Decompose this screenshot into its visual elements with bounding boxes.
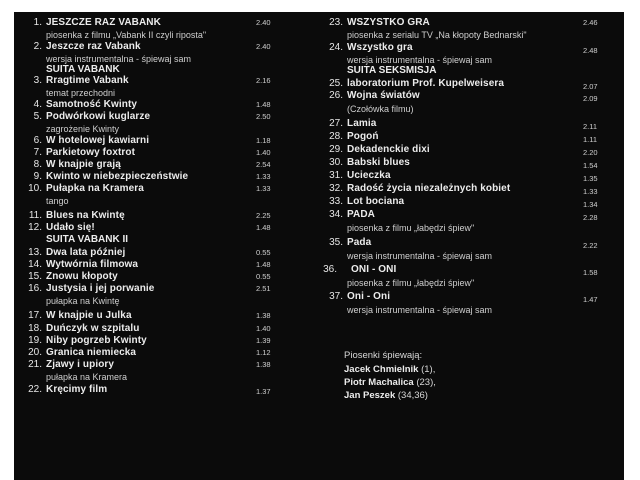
track-title: JESZCZE RAZ VABANK [46,17,161,28]
track-number: 23. [329,17,343,28]
track-title: Ucieczka [347,170,391,181]
suite-heading: SUITA SEKSMISJA [347,65,437,76]
track-title: PADA [347,209,375,220]
track-number: 5. [33,111,42,122]
track-duration: 1.47 [583,295,598,304]
track-number: 8. [33,159,42,170]
track-number: 15. [28,271,42,282]
track-title: Pułapka na Kramera [46,183,144,194]
track-note: pułapka na Kramera [46,372,128,382]
track-duration: 2.25 [256,211,271,220]
track-number: 6. [33,135,42,146]
track-title: Dwa lata później [46,247,126,258]
track-number: 31. [329,170,343,181]
track-note: tango [46,196,69,206]
track-title: W knajpie u Julka [46,310,132,321]
track-duration: 1.48 [256,260,271,269]
track-duration: 2.16 [256,76,271,85]
singer-line [344,377,436,389]
track-note: (Czołówka filmu) [347,104,414,114]
track-duration: 1.48 [256,223,271,232]
track-number: 34. [329,209,343,220]
track-note: zagrożenie Kwinty [46,124,120,134]
track-duration: 2.46 [583,18,598,27]
track-title: Pogoń [347,131,379,142]
singer-name: Jacek Chmielnik [344,364,419,375]
track-title: Kręcimy film [46,384,108,395]
track-note: pułapka na Kwintę [46,296,120,306]
track-duration: 1.38 [256,311,271,320]
track-note: wersja instrumentalna - śpiewaj sam [347,55,493,65]
right-frame [624,0,640,480]
track-duration: 1.58 [583,268,598,277]
track-duration: 1.33 [256,184,271,193]
track-number: 30. [329,157,343,168]
track-number: 16. [28,283,42,294]
track-duration: 1.40 [256,148,271,157]
track-duration: 0.55 [256,248,271,257]
track-note: piosenka z filmu „Vabank II czyli riposta" [46,30,207,40]
track-title: Zjawy i upiory [46,359,115,370]
track-duration: 1.11 [583,135,598,144]
track-duration: 2.11 [583,122,598,131]
track-number: 35. [329,237,343,248]
track-duration: 1.37 [256,387,271,396]
track-title: Justysia i jej porwanie [46,283,155,294]
track-duration: 2.22 [583,241,598,250]
track-note: wersja instrumentalna - śpiewaj sam [347,305,493,315]
track-number: 27. [329,118,343,129]
singer-tracks: (23), [416,377,436,388]
track-number: 33. [329,196,343,207]
track-title: Wojna światów [347,90,420,101]
track-number: 19. [28,335,42,346]
track-number: 10. [28,183,42,194]
track-number: 18. [28,323,42,334]
track-number: 3. [33,75,42,86]
singer-name: Piotr Machalica [344,377,414,388]
track-title: Niby pogrzeb Kwinty [46,335,147,346]
track-note: piosenka z filmu „łabędzi śpiew" [347,278,475,288]
singer-line [344,390,428,402]
suite-heading: SUITA VABANK II [46,234,129,245]
track-title: Udało się! [46,222,95,233]
singer-line [344,364,435,376]
singer-tracks: (1), [421,364,436,375]
track-duration: 2.28 [583,213,598,222]
track-title: W hotelowej kawiarni [46,135,150,146]
track-title: Samotność Kwinty [46,99,138,110]
track-title: WSZYSTKO GRA [347,17,430,28]
track-duration: 2.48 [583,46,598,55]
track-duration: 1.34 [583,200,598,209]
track-number: 32. [329,183,343,194]
track-number: 13. [28,247,42,258]
track-duration: 1.35 [583,174,598,183]
track-title: Kwinto w niebezpieczeństwie [46,171,189,182]
track-duration: 2.40 [256,42,271,51]
track-number: 37. [329,291,343,302]
track-note: piosenka z filmu „łabędzi śpiew" [347,223,475,233]
suite-heading: SUITA VABANK [46,64,120,75]
track-duration: 1.12 [256,348,271,357]
track-number: 24. [329,42,343,53]
track-duration: 1.39 [256,336,271,345]
track-title: W knajpie grają [46,159,121,170]
track-duration: 1.54 [583,161,598,170]
track-number: 7. [33,147,42,158]
track-duration: 0.55 [256,272,271,281]
track-number: 21. [28,359,42,370]
track-number: 4. [33,99,42,110]
track-number: 29. [329,144,343,155]
track-duration: 1.33 [583,187,598,196]
track-number: 12. [28,222,42,233]
track-duration: 2.50 [256,112,271,121]
track-title: Duńczyk w szpitalu [46,323,140,334]
track-title: Wszystko gra [347,42,413,53]
track-title: Lot bociana [347,196,405,207]
left-frame [0,0,14,480]
singers-heading: Piosenki śpiewają: [344,350,423,361]
track-number: 11. [28,210,42,221]
track-number: 2. [33,41,42,52]
track-title: laboratorium Prof. Kupelweisera [347,78,505,89]
track-title: Lamia [347,118,377,129]
track-title: Dekadenckie dixi [347,144,430,155]
track-title: Rragtime Vabank [46,75,129,86]
track-number: 14. [28,259,42,270]
track-number: 22. [28,384,42,395]
track-number: 26. [329,90,343,101]
track-title: Granica niemiecka [46,347,137,358]
track-number: 17. [28,310,42,321]
track-duration: 1.40 [256,324,271,333]
track-duration: 2.51 [256,284,271,293]
singer-tracks: (34,36) [397,390,428,401]
track-duration: 2.20 [583,148,598,157]
track-number: 1. [33,17,42,28]
track-number: 36. [323,264,337,275]
track-title: Radość życia niezależnych kobiet [347,183,511,194]
track-note: wersja instrumentalna - śpiewaj sam [46,54,192,64]
top-frame [0,0,640,12]
track-title: Podwórkowi kuglarze [46,111,151,122]
track-note: piosenka z serialu TV „Na kłopoty Bednarski" [347,30,527,40]
track-duration: 1.33 [256,172,271,181]
track-duration: 2.07 [583,82,598,91]
track-title: Blues na Kwintę [46,210,125,221]
track-title: Babski blues [347,157,410,168]
track-duration: 2.09 [583,94,598,103]
track-number: 25. [329,78,343,89]
track-title: Jeszcze raz Vabank [46,41,141,52]
track-title: Wytwórnia filmowa [46,259,139,270]
track-duration: 2.40 [256,18,271,27]
track-title: Znowu kłopoty [46,271,118,282]
track-number: 9. [33,171,42,182]
track-duration: 1.48 [256,100,271,109]
singer-name: Jan Peszek [344,390,396,401]
track-title: ONI - ONI [351,264,397,275]
track-title: Oni - Oni [347,291,391,302]
track-duration: 1.38 [256,360,271,369]
track-note: wersja instrumentalna - śpiewaj sam [347,251,493,261]
track-number: 20. [28,347,42,358]
track-number: 28. [329,131,343,142]
track-title: Pada [347,237,372,248]
track-note: temat przechodni [46,88,116,98]
track-title: Parkietowy foxtrot [46,147,136,158]
track-duration: 1.18 [256,136,271,145]
track-duration: 2.54 [256,160,271,169]
